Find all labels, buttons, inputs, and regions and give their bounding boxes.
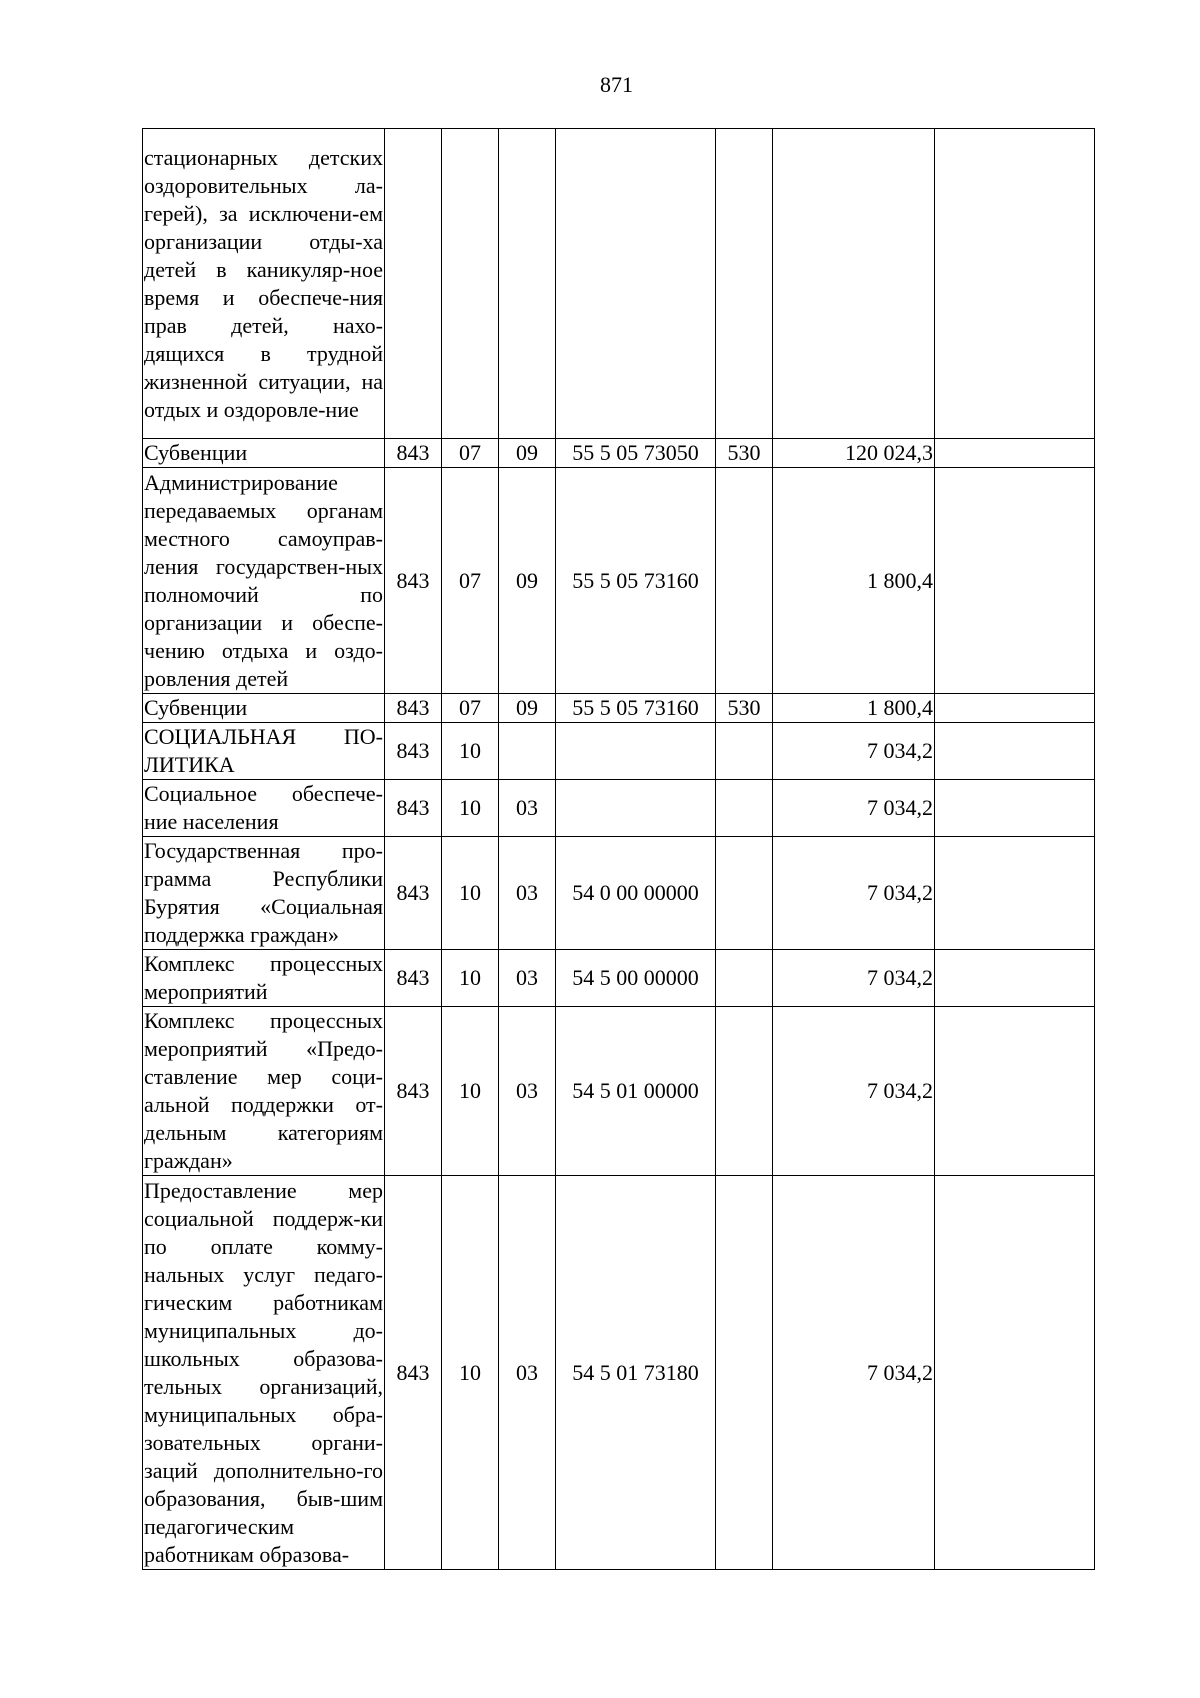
row-grbs xyxy=(385,129,442,439)
row-target-article: 54 0 00 00000 xyxy=(556,837,716,950)
table-row xyxy=(143,1007,1095,1176)
row-amount: 7 034,2 xyxy=(773,950,935,1007)
row-section: 07 xyxy=(442,694,499,723)
row-subsection: 03 xyxy=(499,950,556,1007)
row-expense-type xyxy=(716,950,773,1007)
table-row xyxy=(143,439,1095,468)
row-subsection: 09 xyxy=(499,468,556,694)
row-grbs: 843 xyxy=(385,1007,442,1176)
row-extra xyxy=(935,694,1095,723)
row-name: Субвенции xyxy=(143,694,385,723)
row-grbs: 843 xyxy=(385,694,442,723)
row-grbs: 843 xyxy=(385,439,442,468)
row-amount: 120 024,3 xyxy=(773,439,935,468)
row-name: Социальное обеспече-ние населения xyxy=(143,780,385,837)
row-name: СОЦИАЛЬНАЯ ПО-ЛИТИКА xyxy=(143,723,385,780)
table-row xyxy=(143,780,1095,837)
row-extra xyxy=(935,1176,1095,1570)
row-extra xyxy=(935,950,1095,1007)
row-target-article xyxy=(556,129,716,439)
row-subsection: 09 xyxy=(499,439,556,468)
row-amount: 7 034,2 xyxy=(773,1007,935,1176)
row-target-article: 54 5 00 00000 xyxy=(556,950,716,1007)
page-number: 871 xyxy=(600,72,633,97)
row-expense-type xyxy=(716,723,773,780)
row-expense-type xyxy=(716,1176,773,1570)
row-grbs: 843 xyxy=(385,837,442,950)
row-name: стационарных детских оздоровительных ла-герей), за исключени-ем организации отды-ха детей в каникуляр-ное время и обеспече-ния прав детей, нахо-дящихся в трудной жизненной ситуации, на отдых и оздоровле-ние xyxy=(143,129,385,439)
row-section: 10 xyxy=(442,780,499,837)
row-target-article: 55 5 05 73160 xyxy=(556,468,716,694)
row-expense-type xyxy=(716,129,773,439)
table-row xyxy=(143,468,1095,694)
row-extra xyxy=(935,837,1095,950)
row-target-article: 55 5 05 73050 xyxy=(556,439,716,468)
row-name: Комплекс процессных мероприятий «Предо-ставление мер соци-альной поддержки от-дельным категориям граждан» xyxy=(143,1007,385,1176)
row-target-article: 54 5 01 73180 xyxy=(556,1176,716,1570)
row-section: 10 xyxy=(442,1007,499,1176)
table-row xyxy=(143,694,1095,723)
row-expense-type xyxy=(716,837,773,950)
row-grbs: 843 xyxy=(385,723,442,780)
row-subsection: 03 xyxy=(499,837,556,950)
row-amount: 1 800,4 xyxy=(773,694,935,723)
row-name: Администрирование передаваемых органам местного самоуправ-ления государствен-ных полномочий по организации и обеспе-чению отдыха и оздо-ровления детей xyxy=(143,468,385,694)
budget-table xyxy=(142,128,1095,1570)
row-extra xyxy=(935,1007,1095,1176)
row-amount xyxy=(773,129,935,439)
row-section xyxy=(442,129,499,439)
row-expense-type xyxy=(716,780,773,837)
row-target-article xyxy=(556,723,716,780)
table-row xyxy=(143,950,1095,1007)
row-extra xyxy=(935,129,1095,439)
row-expense-type: 530 xyxy=(716,439,773,468)
row-expense-type: 530 xyxy=(716,694,773,723)
table-row xyxy=(143,1176,1095,1570)
row-extra xyxy=(935,439,1095,468)
row-extra xyxy=(935,468,1095,694)
table-row xyxy=(143,129,1095,439)
row-section: 10 xyxy=(442,950,499,1007)
row-name: Государственная про-грамма Республики Бурятия «Социальная поддержка граждан» xyxy=(143,837,385,950)
row-expense-type xyxy=(716,468,773,694)
row-extra xyxy=(935,723,1095,780)
row-subsection: 09 xyxy=(499,694,556,723)
row-subsection: 03 xyxy=(499,1176,556,1570)
row-section: 07 xyxy=(442,468,499,694)
row-section: 10 xyxy=(442,1176,499,1570)
row-grbs: 843 xyxy=(385,950,442,1007)
row-grbs: 843 xyxy=(385,1176,442,1570)
row-grbs: 843 xyxy=(385,468,442,694)
row-name: Субвенции xyxy=(143,439,385,468)
row-target-article xyxy=(556,780,716,837)
row-subsection: 03 xyxy=(499,780,556,837)
row-subsection xyxy=(499,723,556,780)
row-grbs: 843 xyxy=(385,780,442,837)
row-section: 10 xyxy=(442,723,499,780)
row-section: 07 xyxy=(442,439,499,468)
row-section: 10 xyxy=(442,837,499,950)
row-expense-type xyxy=(716,1007,773,1176)
row-amount: 7 034,2 xyxy=(773,837,935,950)
row-amount: 7 034,2 xyxy=(773,1176,935,1570)
table-row xyxy=(143,723,1095,780)
row-target-article: 55 5 05 73160 xyxy=(556,694,716,723)
row-extra xyxy=(935,780,1095,837)
row-name: Предоставление мер социальной поддерж-ки по оплате комму-нальных услуг педаго-гическим работникам муниципальных до-школьных образова-тельных организаций, муниципальных обра-зовательных органи-заций дополнительно-го образования, быв-шим педагогическим работникам образова- xyxy=(143,1176,385,1570)
row-amount: 7 034,2 xyxy=(773,780,935,837)
row-subsection: 03 xyxy=(499,1007,556,1176)
row-name: Комплекс процессных мероприятий xyxy=(143,950,385,1007)
row-target-article: 54 5 01 00000 xyxy=(556,1007,716,1176)
row-subsection xyxy=(499,129,556,439)
table-row xyxy=(143,837,1095,950)
row-amount: 1 800,4 xyxy=(773,468,935,694)
row-amount: 7 034,2 xyxy=(773,723,935,780)
